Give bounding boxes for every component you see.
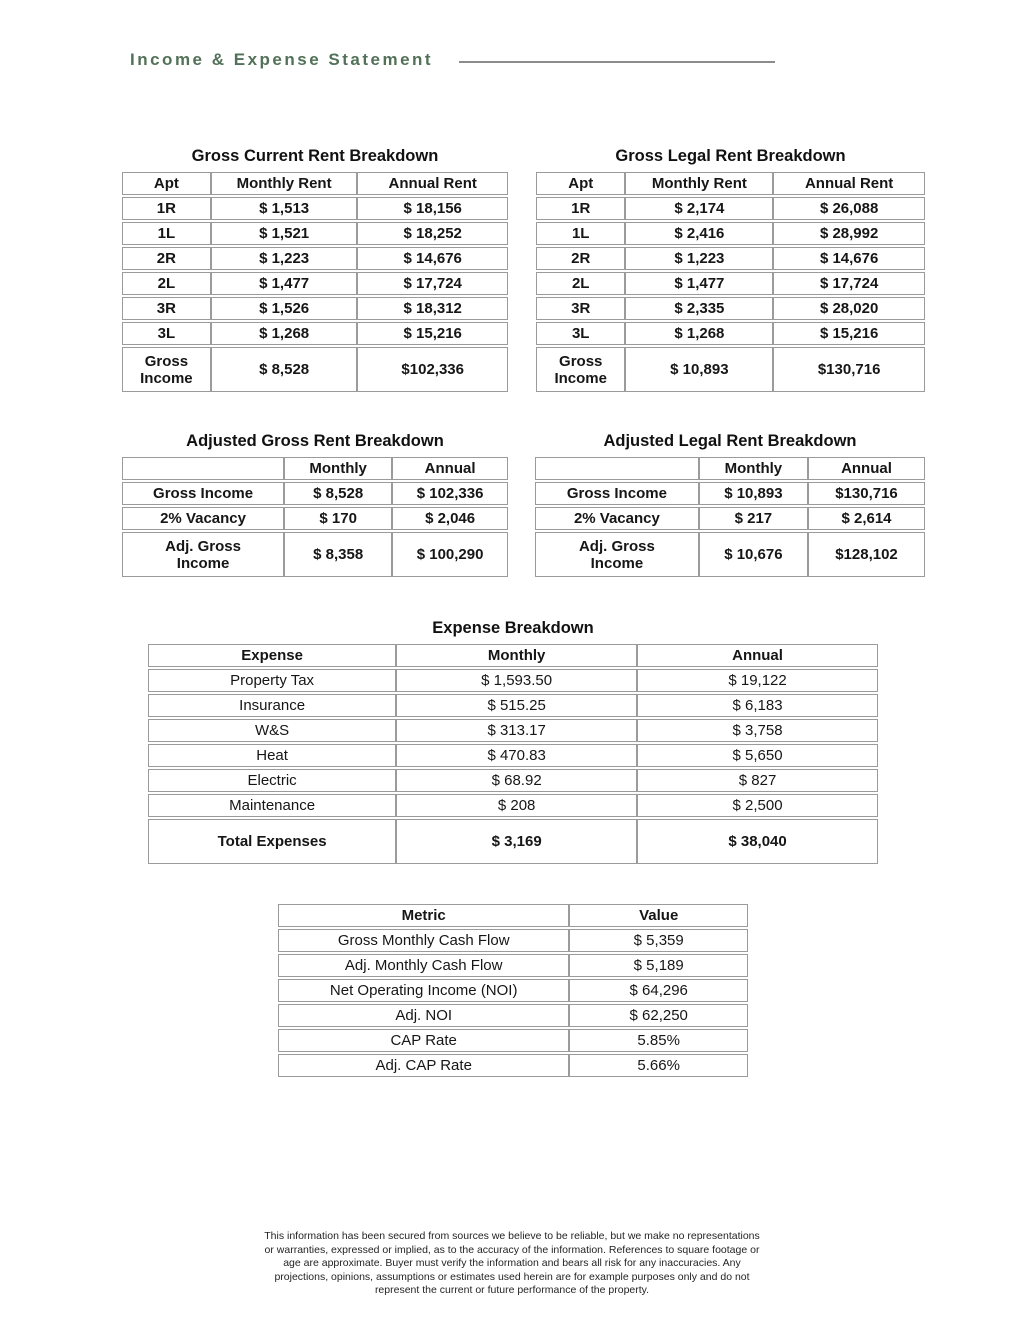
- column-header-monthly: Monthly: [699, 457, 808, 480]
- table-cell: Adj. CAP Rate: [278, 1054, 569, 1077]
- table-row: [278, 1054, 748, 1077]
- table-cell: Adj. Gross Income: [122, 532, 284, 577]
- adjusted-gross-rent-section: [122, 432, 508, 579]
- table-row: [536, 322, 925, 345]
- expense-breakdown-title: Expense Breakdown: [432, 619, 594, 637]
- table-row: [148, 769, 878, 792]
- total-row: [122, 347, 508, 392]
- table-cell: $ 1,513: [211, 197, 358, 220]
- table-cell: $ 100,290: [392, 532, 508, 577]
- table-cell: $ 2,046: [392, 507, 508, 530]
- column-header-blank: [535, 457, 699, 480]
- table-cell: Maintenance: [148, 794, 396, 817]
- table-row: [535, 507, 925, 530]
- table-cell: $ 1,268: [625, 322, 773, 345]
- table-row: [278, 954, 748, 977]
- table-row: [122, 297, 508, 320]
- header-row: [148, 644, 878, 667]
- table-cell: $ 68.92: [396, 769, 637, 792]
- table-cell: $ 26,088: [773, 197, 925, 220]
- column-header-annual: Annual: [637, 644, 878, 667]
- gross-legal-rent-table: [536, 170, 925, 394]
- total-annual-value: $ 38,040: [637, 819, 878, 864]
- column-header-metric: Metric: [278, 904, 569, 927]
- table-row: [536, 197, 925, 220]
- table-cell: $128,102: [808, 532, 925, 577]
- table-cell: $ 64,296: [569, 979, 748, 1002]
- table-cell: Gross Income: [122, 482, 284, 505]
- table-cell: 1R: [536, 197, 625, 220]
- title-divider-line: [459, 61, 775, 63]
- column-header-apt: Apt: [536, 172, 625, 195]
- table-cell: $ 2,416: [625, 222, 773, 245]
- table-row: [148, 719, 878, 742]
- table-row: [536, 222, 925, 245]
- table-row: [148, 744, 878, 767]
- table-cell: Net Operating Income (NOI): [278, 979, 569, 1002]
- total-annual-value: $102,336: [357, 347, 508, 392]
- table-row: [536, 297, 925, 320]
- table-cell: $ 6,183: [637, 694, 878, 717]
- table-cell: $ 470.83: [396, 744, 637, 767]
- table-cell: $ 208: [396, 794, 637, 817]
- table-cell: $ 5,359: [569, 929, 748, 952]
- disclaimer-text: This information has been secured from sources we believe to be reliable, but we make no representations or warranties, expressed or implied, as to the accuracy of the information. References to square footage or age are approximate. Buyer must verify the information and bears all risk for any inaccuracies. Any projections, opinions, assumptions or estimates used herein are for example purposes only and do not represent the current or future performance of the property.: [264, 1230, 760, 1296]
- column-header-monthly: Monthly: [284, 457, 392, 480]
- page-title: Income & Expense Statement: [130, 50, 434, 69]
- table-cell: $ 2,614: [808, 507, 925, 530]
- table-row: [122, 532, 508, 577]
- table-row: [148, 694, 878, 717]
- table-cell: W&S: [148, 719, 396, 742]
- header-row: [122, 457, 508, 480]
- table-cell: $ 2,500: [637, 794, 878, 817]
- total-label: Gross Income: [122, 347, 211, 392]
- table-cell: $ 1,526: [211, 297, 358, 320]
- table-cell: Property Tax: [148, 669, 396, 692]
- gross-current-rent-section: [122, 147, 508, 394]
- table-row: [148, 794, 878, 817]
- total-label: Gross Income: [536, 347, 625, 392]
- table-cell: $ 10,676: [699, 532, 808, 577]
- total-annual-value: $130,716: [773, 347, 925, 392]
- header-row: [122, 172, 508, 195]
- table-cell: 2R: [122, 247, 211, 270]
- table-row: [122, 482, 508, 505]
- table-cell: $ 2,335: [625, 297, 773, 320]
- table-row: [122, 247, 508, 270]
- table-cell: 3L: [122, 322, 211, 345]
- table-cell: 5.66%: [569, 1054, 748, 1077]
- table-cell: $ 1,477: [625, 272, 773, 295]
- table-cell: $ 5,650: [637, 744, 878, 767]
- table-cell: $ 14,676: [773, 247, 925, 270]
- table-cell: $ 1,521: [211, 222, 358, 245]
- table-cell: $ 1,223: [625, 247, 773, 270]
- table-cell: 1R: [122, 197, 211, 220]
- table-cell: $ 19,122: [637, 669, 878, 692]
- table-cell: CAP Rate: [278, 1029, 569, 1052]
- document-title-row: [130, 50, 775, 70]
- table-cell: Gross Income: [535, 482, 699, 505]
- table-cell: 5.85%: [569, 1029, 748, 1052]
- adjusted-legal-rent-table: [535, 455, 925, 579]
- table-cell: $ 10,893: [699, 482, 808, 505]
- table-cell: $ 102,336: [392, 482, 508, 505]
- table-cell: Insurance: [148, 694, 396, 717]
- gross-legal-rent-title: Gross Legal Rent Breakdown: [615, 147, 846, 165]
- table-row: [535, 532, 925, 577]
- adjusted-legal-rent-title: Adjusted Legal Rent Breakdown: [603, 432, 857, 450]
- column-header-annual: Annual: [808, 457, 925, 480]
- table-cell: $ 14,676: [357, 247, 508, 270]
- table-cell: 2% Vacancy: [122, 507, 284, 530]
- column-header-apt: Apt: [122, 172, 211, 195]
- table-cell: $ 515.25: [396, 694, 637, 717]
- adjusted-gross-rent-title: Adjusted Gross Rent Breakdown: [186, 432, 444, 450]
- column-header-annual: Annual: [392, 457, 508, 480]
- column-header-monthly: Monthly: [396, 644, 637, 667]
- table-cell: 2L: [536, 272, 625, 295]
- table-cell: $ 17,724: [357, 272, 508, 295]
- column-header-annual-rent: Annual Rent: [773, 172, 925, 195]
- table-cell: Adj. NOI: [278, 1004, 569, 1027]
- metrics-section: [278, 902, 748, 1079]
- table-cell: $ 1,223: [211, 247, 358, 270]
- column-header-blank: [122, 457, 284, 480]
- expense-breakdown-section: [148, 619, 878, 866]
- table-row: [122, 197, 508, 220]
- header-row: [536, 172, 925, 195]
- table-cell: $ 8,358: [284, 532, 392, 577]
- table-cell: $ 217: [699, 507, 808, 530]
- table-row: [148, 669, 878, 692]
- table-cell: $ 15,216: [773, 322, 925, 345]
- table-cell: Heat: [148, 744, 396, 767]
- column-header-value: Value: [569, 904, 748, 927]
- total-row: [148, 819, 878, 864]
- table-cell: 3L: [536, 322, 625, 345]
- table-row: [536, 247, 925, 270]
- table-cell: $ 28,992: [773, 222, 925, 245]
- table-row: [535, 482, 925, 505]
- table-cell: $ 62,250: [569, 1004, 748, 1027]
- table-cell: $ 17,724: [773, 272, 925, 295]
- table-row: [122, 507, 508, 530]
- column-header-monthly-rent: Monthly Rent: [625, 172, 773, 195]
- total-row: [536, 347, 925, 392]
- table-cell: 1L: [536, 222, 625, 245]
- table-cell: $ 18,252: [357, 222, 508, 245]
- table-cell: $ 15,216: [357, 322, 508, 345]
- table-cell: $ 8,528: [284, 482, 392, 505]
- table-row: [122, 222, 508, 245]
- table-cell: $ 313.17: [396, 719, 637, 742]
- gross-current-rent-title: Gross Current Rent Breakdown: [191, 147, 439, 165]
- header-row: [278, 904, 748, 927]
- header-row: [535, 457, 925, 480]
- column-header-annual-rent: Annual Rent: [357, 172, 508, 195]
- table-cell: $ 1,477: [211, 272, 358, 295]
- column-header-expense: Expense: [148, 644, 396, 667]
- total-monthly-value: $ 3,169: [396, 819, 637, 864]
- adjusted-legal-rent-section: [535, 432, 925, 579]
- total-label: Total Expenses: [148, 819, 396, 864]
- gross-current-rent-table: [122, 170, 508, 394]
- table-cell: $ 2,174: [625, 197, 773, 220]
- table-cell: $ 3,758: [637, 719, 878, 742]
- gross-legal-rent-section: [536, 147, 925, 394]
- table-cell: $ 18,312: [357, 297, 508, 320]
- table-row: [536, 272, 925, 295]
- table-row: [122, 272, 508, 295]
- table-cell: 2L: [122, 272, 211, 295]
- table-cell: Adj. Gross Income: [535, 532, 699, 577]
- table-cell: $ 827: [637, 769, 878, 792]
- table-row: [278, 1029, 748, 1052]
- table-cell: $ 1,593.50: [396, 669, 637, 692]
- table-row: [122, 322, 508, 345]
- table-cell: Adj. Monthly Cash Flow: [278, 954, 569, 977]
- table-cell: $ 170: [284, 507, 392, 530]
- adjusted-gross-rent-table: [122, 455, 508, 579]
- table-cell: $ 18,156: [357, 197, 508, 220]
- table-row: [278, 929, 748, 952]
- table-cell: $ 5,189: [569, 954, 748, 977]
- table-cell: $ 28,020: [773, 297, 925, 320]
- table-cell: 2R: [536, 247, 625, 270]
- expense-breakdown-table: [148, 642, 878, 866]
- table-cell: $ 1,268: [211, 322, 358, 345]
- table-cell: 3R: [536, 297, 625, 320]
- table-row: [278, 1004, 748, 1027]
- total-monthly-value: $ 8,528: [211, 347, 358, 392]
- table-cell: 3R: [122, 297, 211, 320]
- table-cell: $130,716: [808, 482, 925, 505]
- table-cell: Gross Monthly Cash Flow: [278, 929, 569, 952]
- table-cell: 2% Vacancy: [535, 507, 699, 530]
- total-monthly-value: $ 10,893: [625, 347, 773, 392]
- table-cell: 1L: [122, 222, 211, 245]
- metrics-table: [278, 902, 748, 1079]
- table-row: [278, 979, 748, 1002]
- column-header-monthly-rent: Monthly Rent: [211, 172, 358, 195]
- table-cell: Electric: [148, 769, 396, 792]
